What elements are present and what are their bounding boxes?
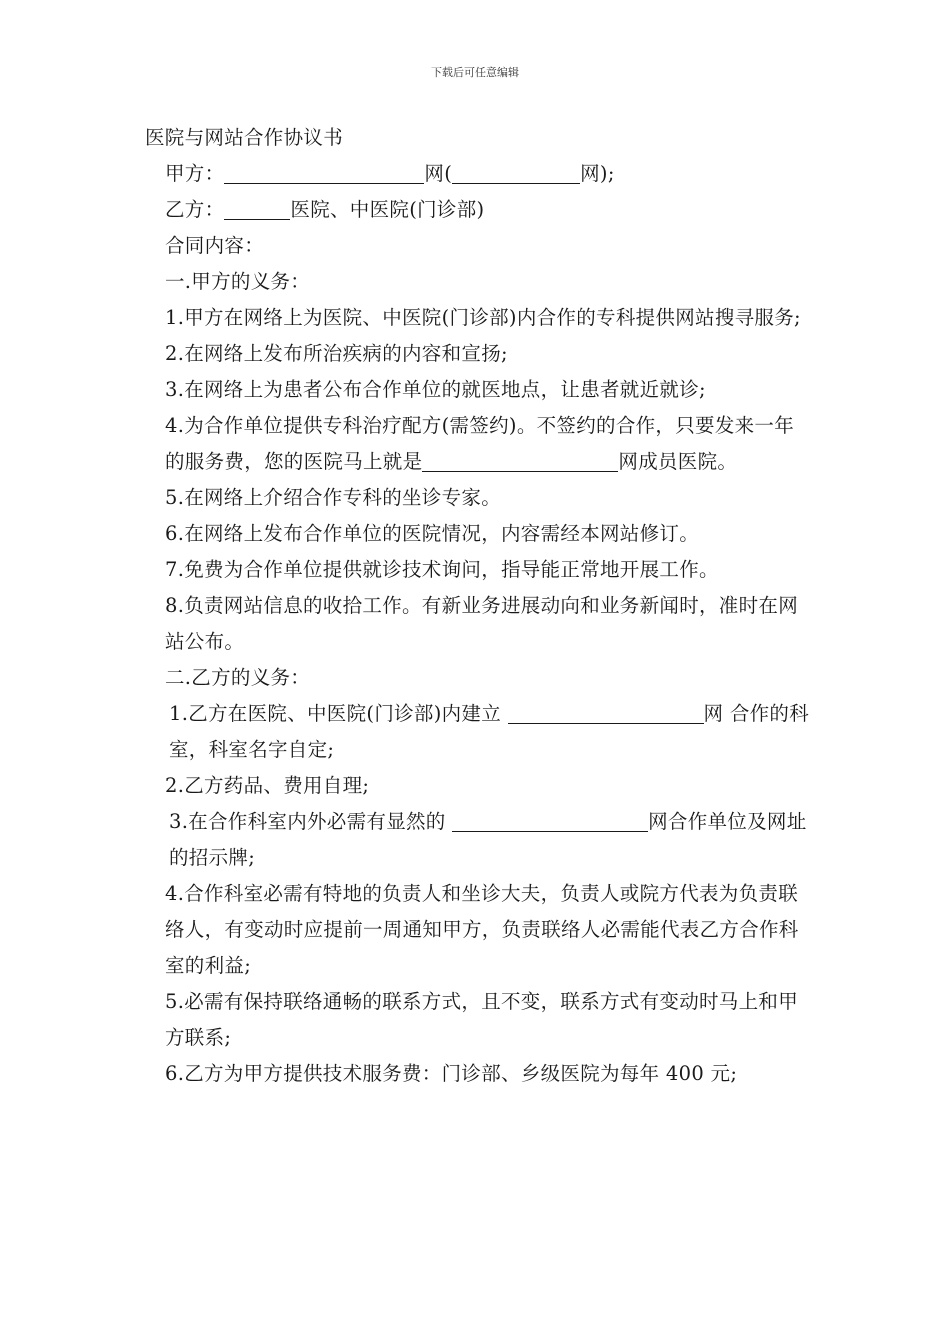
section2-item-2: 2.乙方药品、费用自理; bbox=[165, 774, 370, 797]
section1-item-4 bbox=[145, 408, 810, 480]
section2-heading: 二.乙方的义务： bbox=[165, 666, 311, 689]
section1-item-1: 1.甲方在网络上为医院、中医院(门诊部)内合作的专科提供网站搜寻服务; bbox=[165, 306, 801, 329]
party-a-name-blank[interactable] bbox=[224, 161, 424, 184]
party-b-line bbox=[145, 192, 810, 228]
section2-item-1-suffix: 网 合作的科室，科室名字自定; bbox=[169, 702, 810, 761]
party-b-suffix: 医院、中医院(门诊部) bbox=[290, 198, 485, 221]
section1-item-4-text: 4.为合作单位提供专科治疗配方(需签约)。不签约的合作，只要发来一年的服务费，您的医院马上就是 bbox=[165, 414, 795, 473]
section2-item-3 bbox=[145, 804, 810, 876]
section1-item-3: 3.在网络上为患者公布合作单位的就医地点，让患者就近就诊; bbox=[165, 378, 706, 401]
section2-item-4: 4.合作科室必需有特地的负责人和坐诊大夫，负责人或院方代表为负责联络人，有变动时应提前一周通知甲方，负责联络人必需能代表乙方合作科室的利益; bbox=[165, 882, 799, 977]
document-body bbox=[145, 120, 810, 1092]
party-a-suffix1: 网( bbox=[424, 162, 453, 185]
page-header-note: 下载后可任意编辑 bbox=[431, 66, 519, 79]
section2-item-3-text: 3.在合作科室内外必需有显然的 bbox=[169, 810, 446, 833]
section1-item-2: 2.在网络上发布所治疾病的内容和宣扬; bbox=[165, 342, 508, 365]
party-a-line bbox=[145, 156, 810, 192]
section2-item-1-text: 1.乙方在医院、中医院(门诊部)内建立 bbox=[169, 702, 502, 725]
section1-item-6: 6.在网络上发布合作单位的医院情况，内容需经本网站修订。 bbox=[165, 522, 700, 545]
section2-item-3-suffix: 网合作单位及网址的招示牌; bbox=[169, 810, 807, 869]
section1-item-4-suffix: 网成员医院。 bbox=[618, 450, 738, 473]
section2-item-5: 5.必需有保持联络通畅的联系方式，且不变，联系方式有变动时马上和甲方联系; bbox=[165, 990, 799, 1049]
party-b-label: 乙方： bbox=[165, 198, 225, 221]
contract-heading: 合同内容： bbox=[165, 234, 265, 257]
section1-item-7: 7.免费为合作单位提供就诊技术询问，指导能正常地开展工作。 bbox=[165, 558, 719, 581]
partner-site-blank-2[interactable] bbox=[452, 809, 648, 832]
party-a-label: 甲方： bbox=[165, 162, 225, 185]
section1-heading: 一.甲方的义务： bbox=[165, 270, 311, 293]
party-b-name-blank[interactable] bbox=[224, 197, 290, 220]
partner-site-blank-1[interactable] bbox=[508, 701, 704, 724]
section2-item-6: 6.乙方为甲方提供技术服务费：门诊部、乡级医院为每年 400 元; bbox=[165, 1062, 738, 1085]
section2-item-1 bbox=[145, 696, 810, 768]
document-title: 医院与网站合作协议书 bbox=[145, 126, 344, 149]
section1-item-8: 8.负责网站信息的收拾工作。有新业务进展动向和业务新闻时，准时在网站公布。 bbox=[165, 594, 799, 653]
section1-item-5: 5.在网络上介绍合作专科的坐诊专家。 bbox=[165, 486, 502, 509]
member-site-blank[interactable] bbox=[422, 449, 618, 472]
party-a-site-blank[interactable] bbox=[452, 161, 580, 184]
party-a-suffix2: 网); bbox=[580, 162, 615, 185]
